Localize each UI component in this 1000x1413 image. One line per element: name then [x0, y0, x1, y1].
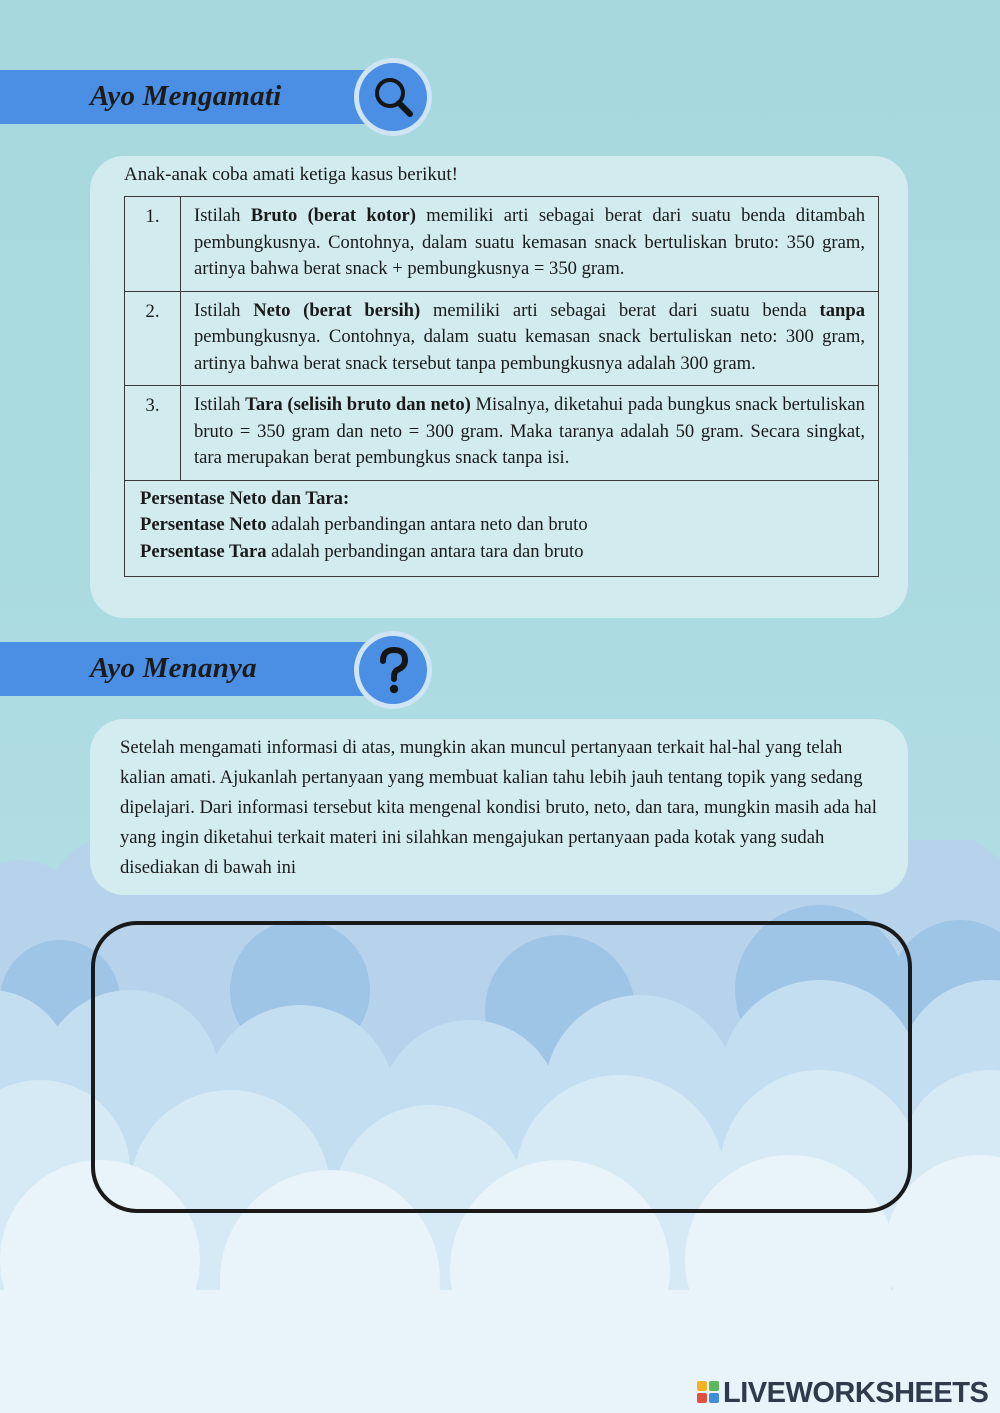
ask-title: Ayo Menanya — [90, 652, 257, 684]
table-row — [125, 197, 879, 292]
observe-banner — [0, 70, 372, 124]
case-description — [181, 197, 879, 292]
case-body-before: memiliki arti sebagai berat dari suatu benda — [420, 299, 820, 321]
question-mark-icon — [359, 636, 427, 704]
case-emphasis: tanpa — [819, 299, 866, 321]
table-row — [125, 291, 879, 386]
case-term: Bruto (berat kotor) — [250, 205, 416, 226]
summary-tara-text: adalah perbandingan antara tara dan bruto — [266, 540, 584, 562]
logo-wordmark: LIVEWORKSHEETS — [723, 1377, 989, 1409]
case-term: Neto (berat bersih) — [253, 299, 421, 321]
case-body: memiliki arti sebagai berat dari suatu benda ditambah pembungkusnya. Contohnya, dalam suatu kemasan snack bertuliskan bruto: 350 gram, artinya bahwa berat snack + pembungkusnya = 350 gram. — [194, 205, 865, 279]
case-body: Misalnya, diketahui pada bungkus snack bertuliskan bruto = 350 gram dan neto = 300 gram. Maka taranya adalah 50 gram. Secara singkat, tara merupakan berat pembungkus snack tanpa isi. — [194, 394, 865, 468]
percentage-summary — [125, 480, 879, 577]
logo-mark-icon — [697, 1381, 719, 1403]
ask-banner — [0, 642, 372, 696]
observe-badge — [359, 63, 427, 131]
case-description — [181, 291, 879, 386]
case-number: 2. — [125, 291, 181, 386]
case-description — [181, 386, 879, 481]
case-lead: Istilah — [194, 205, 251, 226]
case-body: pembungkusnya. Contohnya, dalam suatu kemasan snack bertuliskan neto: 300 gram, artinya bahwa berat snack tersebut tanpa pembungkusnya adalah 300 gram. — [194, 326, 865, 374]
summary-neto-term: Persentase Neto — [140, 514, 267, 535]
case-number: 3. — [125, 386, 181, 481]
ask-instructions: Setelah mengamati informasi di atas, mungkin akan muncul pertanyaan terkait hal-hal yang telah kalian amati. Ajukanlah pertanyaan yang membuat kalian tahu lebih jauh tentang topik yang sedang dipelajari. Dari informasi tersebut kita mengenal kondisi bruto, neto, dan tara, mungkin masih ada hal yang ingin diketahui terkait materi ini silahkan mengajukan pertanyaan pada kotak yang sudah disediakan di bawah ini — [120, 737, 877, 878]
case-lead: Istilah — [194, 299, 254, 321]
observe-title: Ayo Mengamati — [90, 80, 282, 112]
case-number: 1. — [125, 197, 181, 292]
question-answer-box[interactable] — [91, 921, 912, 1213]
ask-badge — [359, 636, 427, 704]
summary-heading: Persentase Neto dan Tara: — [140, 487, 350, 509]
table-row — [125, 386, 879, 481]
cases-table — [124, 196, 879, 577]
summary-tara-term: Persentase Tara — [140, 540, 267, 562]
magnifier-icon — [359, 63, 427, 131]
summary-neto-text: adalah perbandingan antara neto dan bruto — [266, 514, 588, 535]
case-lead: Istilah — [194, 394, 246, 415]
observe-intro: Anak-anak coba amati ketiga kasus berikut! — [124, 164, 458, 185]
table-row — [125, 480, 879, 577]
case-term: Tara (selisih bruto dan neto) — [245, 394, 471, 415]
